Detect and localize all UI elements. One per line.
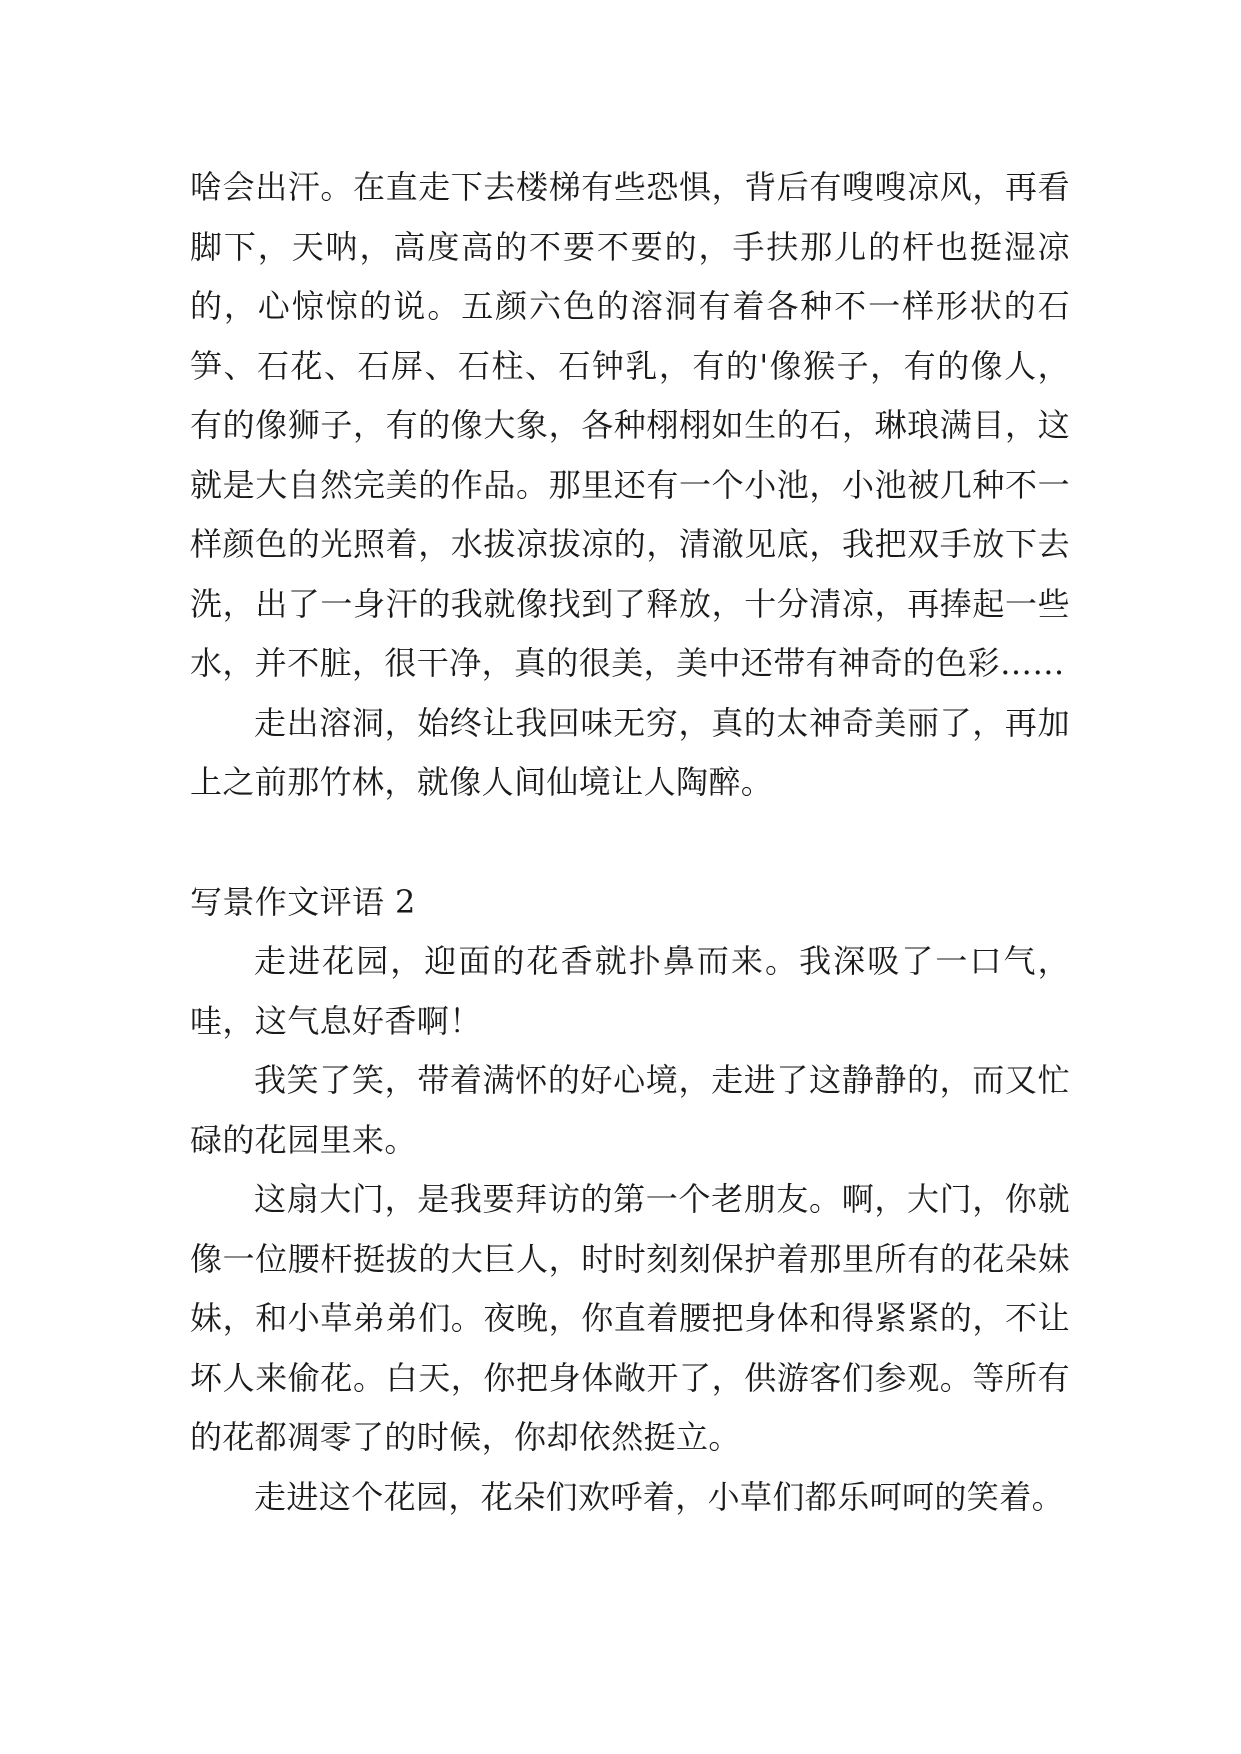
paragraph-gate: 这扇大门，是我要拜访的第一个老朋友。啊，大门，你就像一位腰杆挺拔的大巨人，时时刻刻保护着那里所有的花朵妹妹，和小草弟弟们。夜晚，你直着腰把身体和得紧紧的，不让坏人来偷花。白天，你把身体敞开了，供游客们参观。等所有的花都凋零了的时候，你却依然挺立。 (190, 1180, 1070, 1456)
paragraph-leaving-cave: 走出溶洞，始终让我回味无穷，真的太神奇美丽了，再加上之前那竹林，就像人间仙境让人陶醉。 (190, 703, 1070, 801)
paragraph-cheer: 走进这个花园，花朵们欢呼着，小草们都乐呵呵的笑着。 (254, 1477, 1065, 1516)
paragraph-cave-description: 啥会出汗。在直走下去楼梯有些恐惧，背后有嗖嗖凉风，再看脚下，天呐，高度高的不要不要的，手扶那儿的杆也挺湿凉的，心惊惊的说。五颜六色的溶洞有着各种不一样形状的石笋、石花、石屏、石柱、石钟乳，有的'像猴子，有的像人，有的像狮子，有的像大象，各种栩栩如生的石，琳琅满目，这就是大自然完美的作品。那里还有一个小池，小池被几种不一样颜色的光照着，水拔凉拔凉的，清澈见底，我把双手放下去洗，出了一身汗的我就像找到了释放，十分清凉，再捧起一些水，并不脏，很干净，真的很美，美中还带有神奇的色彩…… (190, 168, 1070, 682)
paragraph-smile: 我笑了笑，带着满怀的好心境，走进了这静静的，而又忙碌的花园里来。 (190, 1061, 1070, 1159)
section-spacer (190, 813, 1070, 873)
paragraph-garden-enter: 走进花园，迎面的花香就扑鼻而来。我深吸了一口气，哇，这气息好香啊！ (190, 942, 1070, 1040)
document-body (190, 158, 1070, 1527)
section-title: 写景作文评语 2 (190, 882, 416, 921)
